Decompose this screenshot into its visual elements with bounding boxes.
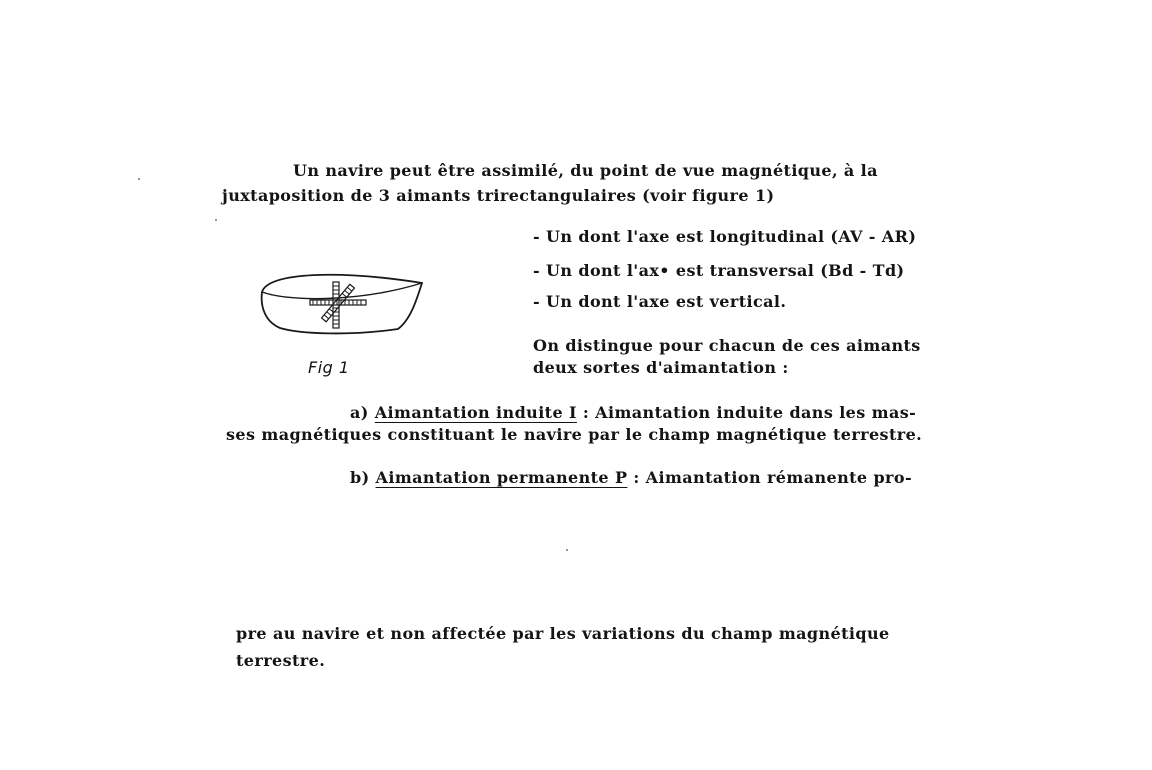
section-a-term: Aimantation induite I — [374, 403, 577, 422]
section-a-definition: : Aimantation induite dans les mas- — [582, 403, 917, 422]
section-b-prefix: b) — [350, 468, 370, 487]
scan-speck — [215, 219, 217, 221]
magnet-item-transversal: - Un dont l'ax• est transversal (Bd - Td) — [533, 261, 905, 280]
section-b-heading — [350, 468, 912, 488]
section-b-continuation-2: terrestre. — [236, 651, 326, 670]
intro-line-2: juxtaposition de 3 aimants trirectangulaires (voir figure 1) — [222, 186, 775, 205]
intro-line-1: Un navire peut être assimilé, du point de vue magnétique, à la — [293, 161, 878, 180]
section-b-definition: : Aimantation rémanente pro- — [633, 468, 912, 487]
section-a-continuation: ses magnétiques constituant le navire par le champ magnétique terrestre. — [226, 425, 923, 444]
scan-speck — [138, 178, 140, 180]
section-b-continuation-1: pre au navire et non affectée par les variations du champ magnétique — [236, 624, 890, 643]
magnet-item-vertical: - Un dont l'axe est vertical. — [533, 292, 787, 311]
section-a-heading — [350, 403, 916, 423]
magnet-item-longitudinal: - Un dont l'axe est longitudinal (AV - AR) — [533, 227, 917, 246]
distinguish-line-2: deux sortes d'aimantation : — [533, 358, 789, 377]
section-a-prefix: a) — [350, 403, 369, 422]
distinguish-line-1: On distingue pour chacun de ces aimants — [533, 336, 921, 355]
section-b-term: Aimantation permanente P — [375, 468, 628, 487]
scan-speck — [566, 549, 568, 551]
ship-hull-magnets-icon — [250, 262, 440, 342]
figure-caption: Fig 1 — [308, 358, 350, 377]
